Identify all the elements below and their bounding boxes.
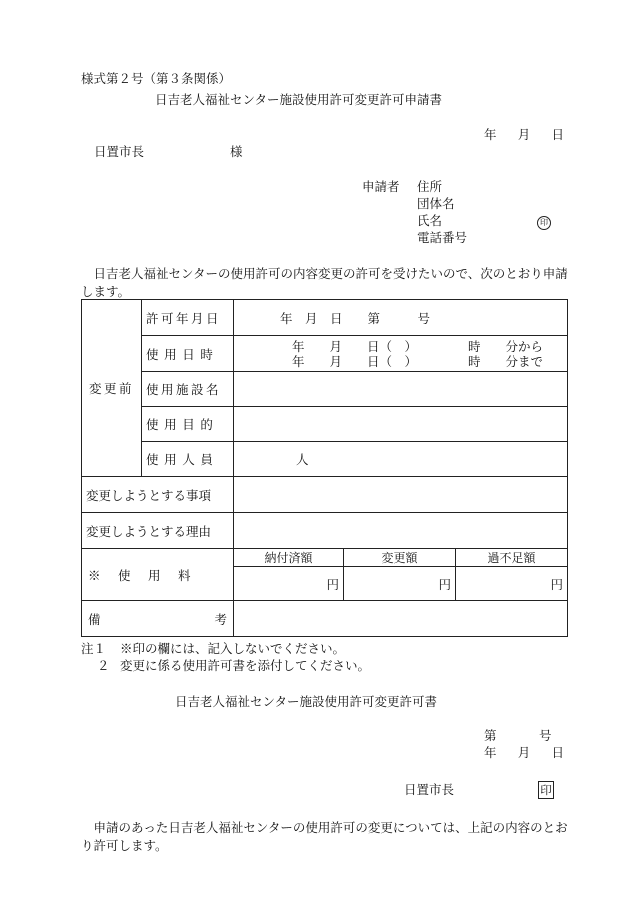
applicant-organization-label: 団体名 — [417, 196, 455, 211]
applicant-name-label: 氏名 — [417, 213, 443, 228]
fee-paid-field[interactable] — [234, 567, 344, 601]
change-reason-field[interactable] — [234, 513, 568, 549]
purpose-field[interactable] — [234, 407, 568, 442]
seal-circle: 印 — [537, 216, 551, 230]
applicant-address-label: 住所 — [417, 179, 443, 194]
applicant-seal-mark — [537, 213, 551, 230]
permit-issuer: 日置市長 — [404, 782, 455, 797]
fee-difference-field[interactable] — [456, 567, 568, 601]
use-from-date: 年 月 日（ ） — [292, 338, 418, 354]
note-1-number: 注１ — [81, 641, 107, 656]
note-2-number: ２ — [97, 658, 110, 673]
permit-date-label: 許可年月日 — [142, 300, 234, 336]
usage-fee-label: ※ 使 用 料 — [82, 549, 234, 601]
permit-body: 申請のあった日吉老人福祉センターの使用許可の変更については、上記の内容のとおり許可します。 — [81, 820, 568, 854]
people-unit: 人 — [296, 452, 309, 467]
use-to-date: 年 月 日（ ） — [292, 353, 418, 369]
applicant-label: 申請者 — [362, 179, 400, 194]
permit-title: 日吉老人福祉センター施設使用許可変更許可書 — [175, 694, 438, 709]
use-datetime-label: 使用日時 — [142, 336, 234, 372]
purpose-label: 使用目的 — [142, 407, 234, 442]
facility-name-label: 使用施設名 — [142, 372, 234, 407]
fee-col-paid: 納付済額 — [234, 549, 344, 567]
people-count-field[interactable] — [234, 442, 568, 477]
use-to-time: 時 分まで — [468, 353, 544, 369]
remarks-field[interactable] — [234, 601, 568, 637]
change-reason-label: 変更しようとする理由 — [82, 513, 234, 549]
remarks-label-cell — [82, 601, 234, 637]
permit-date: 年 月 日 — [484, 745, 569, 760]
permit-number: 第 号 — [484, 728, 553, 743]
form-title: 日吉老人福祉センター施設使用許可変更許可申請書 — [155, 92, 443, 107]
fee-changed-field[interactable] — [344, 567, 456, 601]
before-change-label: 変更前 — [82, 300, 142, 477]
remarks-label-right: 考 — [214, 611, 227, 627]
application-table — [81, 299, 568, 637]
applicant-phone-label: 電話番号 — [417, 230, 468, 245]
form-number: 様式第２号（第３条関係） — [81, 71, 232, 86]
use-from-time: 時 分から — [468, 338, 544, 354]
addressee-honorific: 様 — [230, 144, 243, 159]
yen-unit: 円 — [438, 576, 451, 592]
people-count-label: 使用人員 — [142, 442, 234, 477]
facility-name-field[interactable] — [234, 372, 568, 407]
fee-col-difference: 過不足額 — [456, 549, 568, 567]
addressee-name: 日置市長 — [94, 144, 145, 159]
yen-unit: 円 — [326, 576, 339, 592]
use-datetime-cell[interactable] — [234, 336, 568, 372]
application-date: 年 月 日 — [484, 127, 569, 142]
change-item-label: 変更しようとする事項 — [82, 477, 234, 513]
remarks-label-left: 備 — [88, 611, 101, 627]
yen-unit: 円 — [550, 576, 564, 592]
issuer-seal-box: 印 — [538, 781, 554, 799]
note-2-text: 変更に係る使用許可書を添付してください。 — [120, 658, 371, 673]
intro-paragraph: 日吉老人福祉センターの使用許可の内容変更の許可を受けたいので、次のとおり申請します。 — [81, 266, 568, 300]
change-item-field[interactable] — [234, 477, 568, 513]
fee-col-changed: 変更額 — [344, 549, 456, 567]
note-1-text: ※印の欄には、記入しないでください。 — [120, 641, 346, 656]
permit-date-value[interactable]: 年 月 日 第 号 — [234, 300, 568, 336]
